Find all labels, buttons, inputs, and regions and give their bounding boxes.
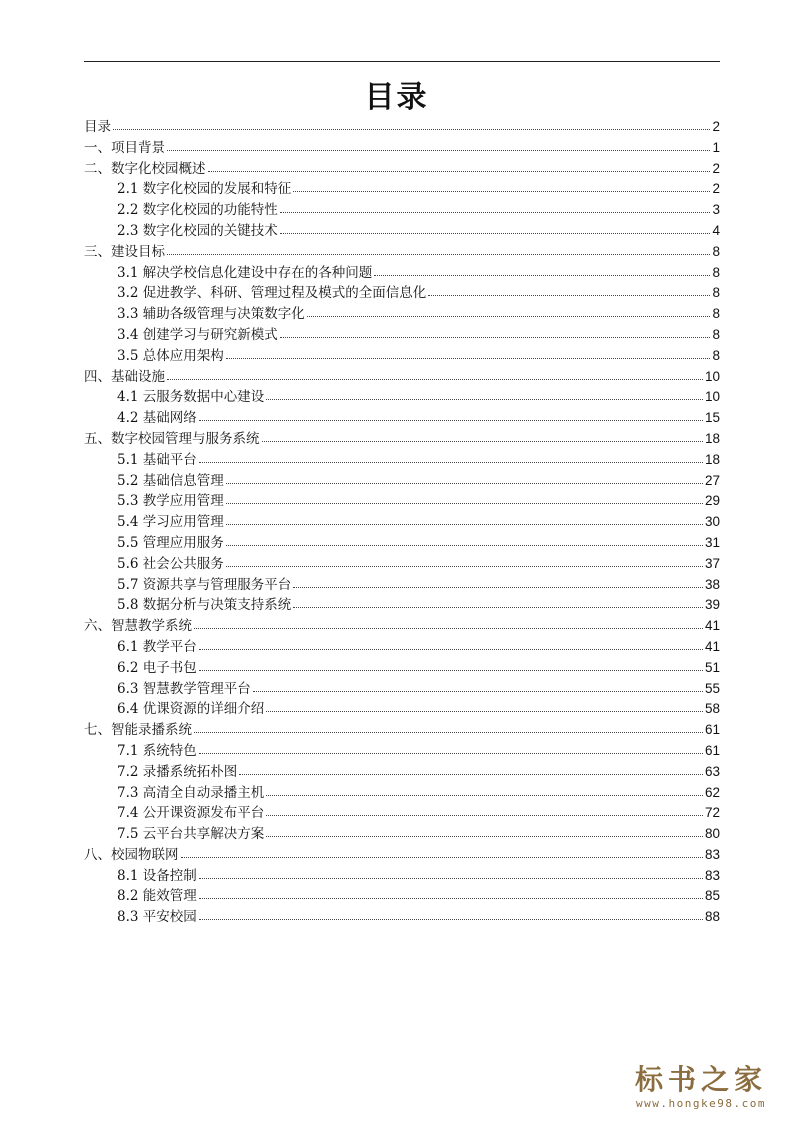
toc-dot-leader bbox=[199, 888, 703, 899]
toc-entry-page-number: 38 bbox=[704, 576, 720, 592]
toc-dot-leader bbox=[199, 868, 703, 879]
toc-entry-label: 2.2 数字化校园的功能特性 bbox=[117, 202, 278, 219]
watermark-logo bbox=[621, 1063, 781, 1110]
toc-dot-leader bbox=[208, 161, 711, 172]
toc-entry[interactable] bbox=[84, 325, 720, 346]
toc-entry-label: 5.2 基础信息管理 bbox=[117, 472, 224, 489]
toc-entry[interactable] bbox=[84, 138, 720, 159]
toc-entry[interactable] bbox=[84, 886, 720, 907]
toc-entry[interactable] bbox=[84, 637, 720, 658]
toc-entry[interactable] bbox=[84, 408, 720, 429]
toc-entry-page-number: 31 bbox=[704, 534, 720, 550]
toc-dot-leader bbox=[239, 764, 703, 775]
toc-dot-leader bbox=[428, 285, 710, 296]
toc-entry-label: 8.1 设备控制 bbox=[117, 867, 197, 884]
toc-entry[interactable] bbox=[84, 762, 720, 783]
toc-dot-leader bbox=[194, 722, 703, 733]
toc-dot-leader bbox=[199, 909, 703, 920]
toc-entry-label: 6.2 电子书包 bbox=[117, 659, 197, 676]
toc-dot-leader bbox=[293, 597, 703, 608]
toc-entry-label: 七、智能录播系统 bbox=[84, 722, 192, 739]
toc-entry[interactable] bbox=[84, 783, 720, 804]
toc-dot-leader bbox=[280, 327, 711, 338]
toc-entry[interactable] bbox=[84, 304, 720, 325]
toc-dot-leader bbox=[199, 743, 703, 754]
toc-entry-label: 一、项目背景 bbox=[84, 139, 165, 156]
toc-entry-label: 3.3 辅助各级管理与决策数字化 bbox=[117, 306, 305, 323]
toc-entry[interactable] bbox=[84, 741, 720, 762]
toc-entry-page-number: 62 bbox=[704, 784, 720, 800]
toc-dot-leader bbox=[266, 701, 703, 712]
toc-dot-leader bbox=[167, 244, 710, 255]
toc-entry-label: 二、数字化校园概述 bbox=[84, 160, 206, 177]
toc-entry[interactable] bbox=[84, 679, 720, 700]
toc-entry-page-number: 10 bbox=[704, 389, 720, 405]
toc-entry-page-number: 83 bbox=[704, 846, 720, 862]
toc-entry-label: 八、校园物联网 bbox=[84, 846, 179, 863]
toc-entry-page-number: 10 bbox=[704, 368, 720, 384]
toc-dot-leader bbox=[280, 223, 711, 234]
toc-dot-leader bbox=[199, 660, 703, 671]
toc-dot-leader bbox=[167, 140, 710, 151]
toc-dot-leader bbox=[266, 826, 703, 837]
toc-entry-page-number: 8 bbox=[712, 347, 720, 363]
toc-entry[interactable] bbox=[84, 367, 720, 388]
toc-entry-label: 目录 bbox=[84, 119, 111, 135]
toc-entry-page-number: 18 bbox=[704, 430, 720, 446]
toc-entry[interactable] bbox=[84, 491, 720, 512]
toc-entry-page-number: 8 bbox=[712, 326, 720, 342]
toc-entry-label: 6.3 智慧教学管理平台 bbox=[117, 680, 251, 697]
toc-entry-label: 三、建设目标 bbox=[84, 243, 165, 260]
toc-entry-label: 4.1 云服务数据中心建设 bbox=[117, 389, 265, 406]
toc-entry-label: 3.2 促进教学、科研、管理过程及模式的全面信息化 bbox=[117, 285, 427, 302]
toc-dot-leader bbox=[262, 431, 703, 442]
toc-entry-label: 六、智慧教学系统 bbox=[84, 618, 192, 635]
toc-dot-leader bbox=[113, 119, 710, 130]
toc-entry-page-number: 61 bbox=[704, 722, 720, 738]
toc-entry[interactable] bbox=[84, 512, 720, 533]
toc-entry-page-number: 63 bbox=[704, 763, 720, 779]
toc-dot-leader bbox=[293, 577, 703, 588]
toc-entry-page-number: 39 bbox=[704, 597, 720, 613]
toc-entry[interactable] bbox=[84, 429, 720, 450]
toc-entry-page-number: 61 bbox=[704, 742, 720, 758]
toc-entry-page-number: 85 bbox=[704, 888, 720, 904]
toc-entry[interactable] bbox=[84, 658, 720, 679]
toc-entry-label: 6.4 优课资源的详细介绍 bbox=[117, 701, 265, 718]
toc-entry-label: 4.2 基础网络 bbox=[117, 410, 197, 427]
toc-entry[interactable] bbox=[84, 283, 720, 304]
toc-entry-page-number: 88 bbox=[704, 909, 720, 925]
toc-entry[interactable] bbox=[84, 575, 720, 596]
page-title: 目录 bbox=[364, 80, 429, 115]
toc-dot-leader bbox=[226, 473, 703, 484]
toc-dot-leader bbox=[266, 805, 703, 816]
toc-dot-leader bbox=[194, 618, 703, 629]
toc-dot-leader bbox=[199, 639, 703, 650]
toc-dot-leader bbox=[199, 452, 703, 463]
toc-entry[interactable] bbox=[84, 803, 720, 824]
watermark-url: www.hongke98.com bbox=[636, 1097, 766, 1110]
toc-entry-label: 四、基础设施 bbox=[84, 368, 165, 385]
toc-dot-leader bbox=[280, 202, 711, 213]
toc-entry-page-number: 2 bbox=[712, 181, 720, 197]
toc-entry-label: 7.3 高清全自动录播主机 bbox=[117, 784, 265, 801]
toc-entry-page-number: 55 bbox=[704, 680, 720, 696]
toc-entry-label: 5.6 社会公共服务 bbox=[117, 555, 224, 572]
toc-entry-label: 5.8 数据分析与决策支持系统 bbox=[117, 597, 292, 614]
toc-entry[interactable] bbox=[84, 720, 720, 741]
toc-entry-page-number: 27 bbox=[704, 472, 720, 488]
toc-entry[interactable] bbox=[84, 346, 720, 367]
toc-entry[interactable] bbox=[84, 554, 720, 575]
toc-entry-label: 7.5 云平台共享解决方案 bbox=[117, 826, 265, 843]
toc-dot-leader bbox=[226, 514, 703, 525]
toc-dot-leader bbox=[307, 306, 711, 317]
header-rule bbox=[84, 61, 720, 62]
toc-entry-page-number: 15 bbox=[704, 410, 720, 426]
toc-dot-leader bbox=[181, 847, 703, 858]
toc-entry-label: 7.2 录播系统拓朴图 bbox=[117, 763, 238, 780]
toc-entry[interactable] bbox=[84, 450, 720, 471]
toc-entry-label: 7.1 系统特色 bbox=[117, 742, 197, 759]
toc-entry-label: 5.7 资源共享与管理服务平台 bbox=[117, 576, 292, 593]
toc-entry-page-number: 2 bbox=[712, 119, 720, 134]
toc-entry[interactable] bbox=[84, 845, 720, 866]
toc-dot-leader bbox=[253, 681, 703, 692]
toc-entry-page-number: 8 bbox=[712, 285, 720, 301]
toc-dot-leader bbox=[266, 785, 703, 796]
toc-entry-page-number: 83 bbox=[704, 867, 720, 883]
toc-entry-page-number: 4 bbox=[712, 222, 720, 238]
toc-entry[interactable] bbox=[84, 117, 720, 138]
toc-entry[interactable] bbox=[84, 179, 720, 200]
toc-entry-page-number: 41 bbox=[704, 638, 720, 654]
toc-entry[interactable] bbox=[84, 595, 720, 616]
watermark-title: 标书之家 bbox=[634, 1063, 767, 1096]
toc-entry[interactable] bbox=[84, 824, 720, 845]
toc-entry[interactable] bbox=[84, 242, 720, 263]
toc-entry-label: 5.4 学习应用管理 bbox=[117, 514, 224, 531]
toc-entry[interactable] bbox=[84, 699, 720, 720]
toc-entry-label: 6.1 教学平台 bbox=[117, 638, 197, 655]
toc-entry[interactable] bbox=[84, 221, 720, 242]
toc-entry-label: 8.3 平安校园 bbox=[117, 909, 197, 926]
toc-dot-leader bbox=[226, 535, 703, 546]
toc-entry[interactable] bbox=[84, 907, 720, 928]
toc-entry-page-number: 37 bbox=[704, 555, 720, 571]
toc-entry-page-number: 51 bbox=[704, 659, 720, 675]
toc-entry-page-number: 30 bbox=[704, 514, 720, 530]
toc-entry[interactable] bbox=[84, 866, 720, 887]
toc-entry-page-number: 3 bbox=[712, 202, 720, 218]
toc-entry-label: 五、数字校园管理与服务系统 bbox=[84, 430, 260, 447]
toc-entry-page-number: 41 bbox=[704, 618, 720, 634]
toc-dot-leader bbox=[199, 410, 703, 421]
toc-entry-label: 2.3 数字化校园的关键技术 bbox=[117, 222, 278, 239]
toc-entry[interactable] bbox=[84, 471, 720, 492]
toc-dot-leader bbox=[226, 348, 711, 359]
toc-entry[interactable] bbox=[84, 616, 720, 637]
toc-entry[interactable] bbox=[84, 159, 720, 180]
toc-entry-page-number: 58 bbox=[704, 701, 720, 717]
toc-entry-page-number: 80 bbox=[704, 826, 720, 842]
toc-dot-leader bbox=[167, 369, 703, 380]
toc-entry-page-number: 1 bbox=[712, 139, 720, 155]
toc-dot-leader bbox=[226, 556, 703, 567]
toc-entry-label: 2.1 数字化校园的发展和特征 bbox=[117, 181, 292, 198]
toc-entry-page-number: 8 bbox=[712, 264, 720, 280]
toc-entry-page-number: 72 bbox=[704, 805, 720, 821]
toc-entry-page-number: 2 bbox=[712, 160, 720, 176]
toc-dot-leader bbox=[266, 389, 703, 400]
toc-entry-label: 3.5 总体应用架构 bbox=[117, 347, 224, 364]
toc-entry-label: 5.5 管理应用服务 bbox=[117, 534, 224, 551]
toc-entry-label: 3.1 解决学校信息化建设中存在的各种问题 bbox=[117, 264, 373, 281]
toc-entry-label: 7.4 公开课资源发布平台 bbox=[117, 805, 265, 822]
toc-dot-leader bbox=[226, 493, 703, 504]
toc-entry-label: 3.4 创建学习与研究新模式 bbox=[117, 326, 278, 343]
toc-entry[interactable] bbox=[84, 387, 720, 408]
toc-entry[interactable] bbox=[84, 263, 720, 284]
toc-entry[interactable] bbox=[84, 533, 720, 554]
toc-entry-page-number: 8 bbox=[712, 243, 720, 259]
toc-entry-page-number: 18 bbox=[704, 451, 720, 467]
table-of-contents bbox=[84, 117, 720, 928]
toc-dot-leader bbox=[293, 181, 710, 192]
toc-entry-label: 5.3 教学应用管理 bbox=[117, 493, 224, 510]
toc-entry-page-number: 29 bbox=[704, 493, 720, 509]
toc-entry-page-number: 8 bbox=[712, 306, 720, 322]
toc-dot-leader bbox=[374, 265, 710, 276]
toc-entry-label: 8.2 能效管理 bbox=[117, 888, 197, 905]
toc-entry[interactable] bbox=[84, 200, 720, 221]
toc-entry-label: 5.1 基础平台 bbox=[117, 451, 197, 468]
